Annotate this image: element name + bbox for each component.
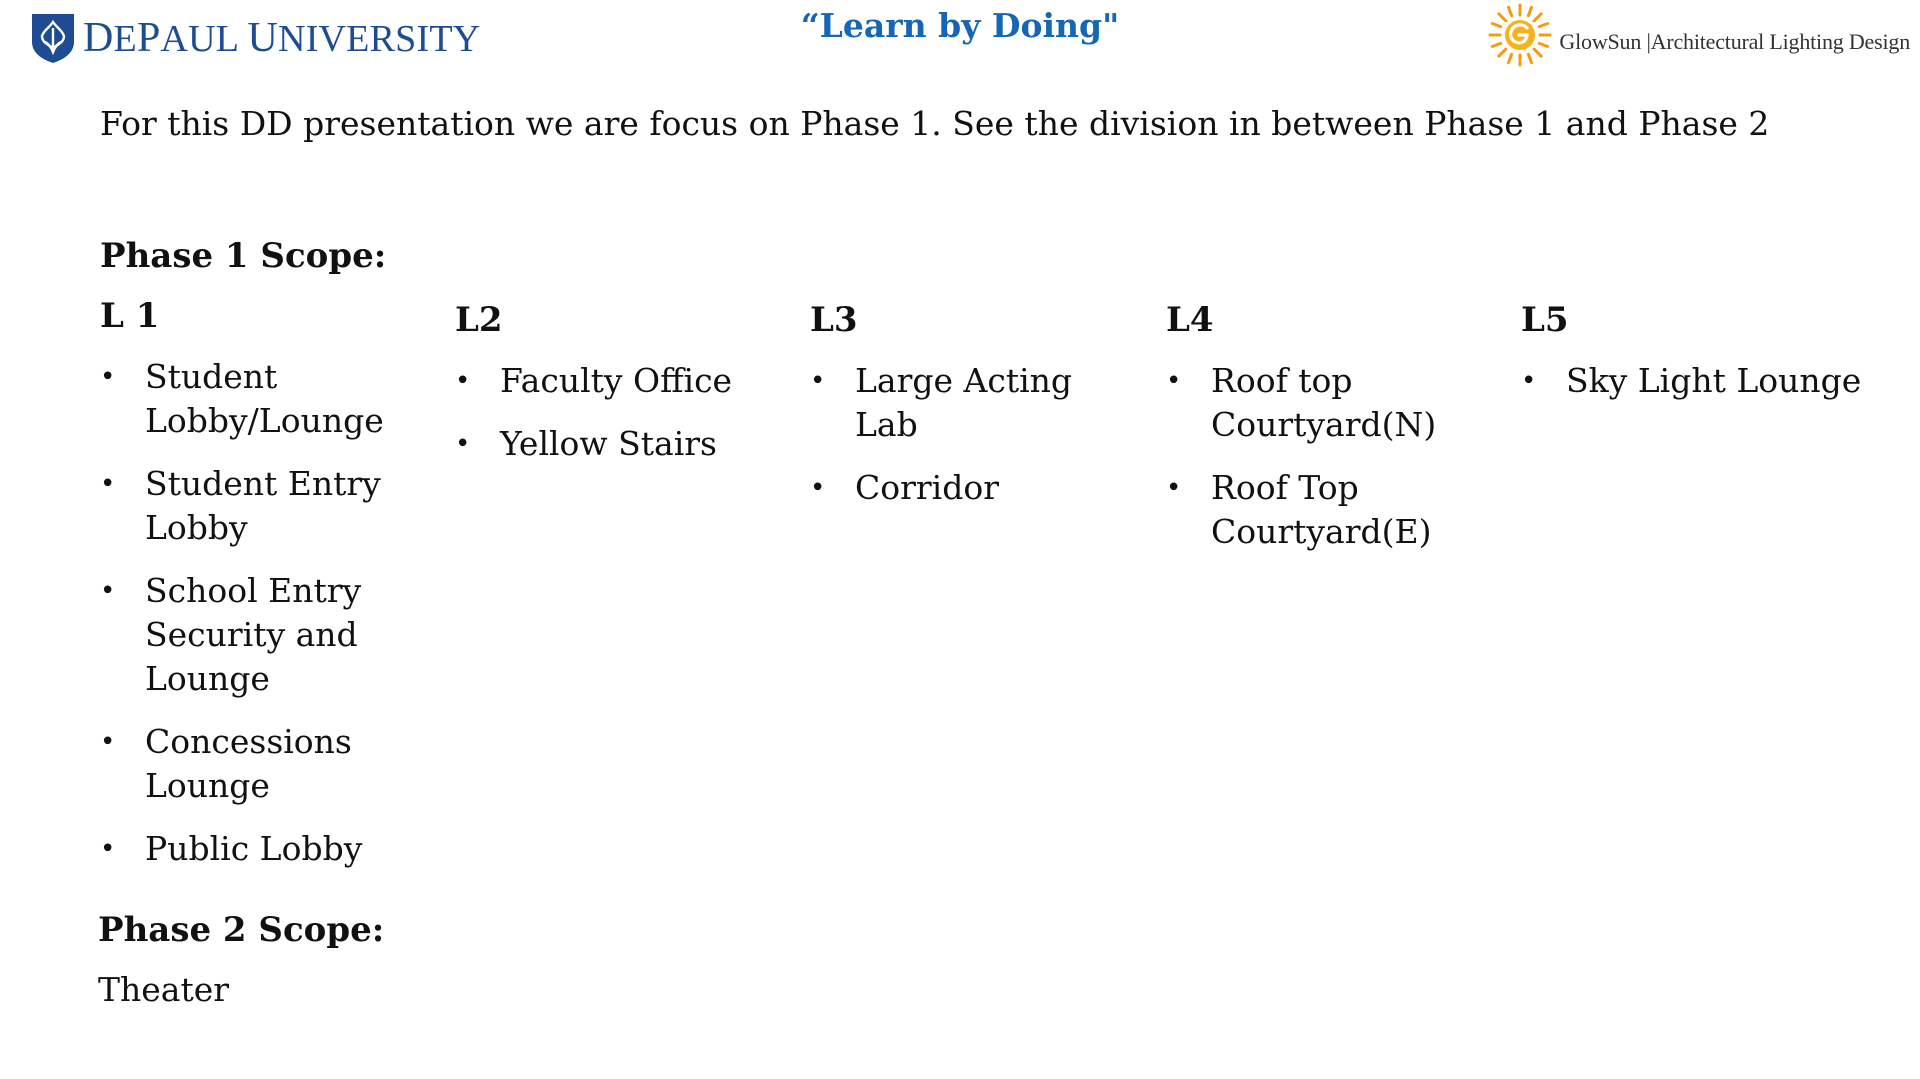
- glowsun-logo: [1487, 2, 1910, 68]
- phase2-item: Theater: [98, 970, 230, 1009]
- level-title: L 1: [100, 296, 160, 336]
- list-item: • Sky Light Lounge: [1521, 359, 1901, 403]
- level-title: L5: [1521, 300, 1569, 340]
- level-list: [1521, 359, 1901, 403]
- level-list: [455, 359, 775, 466]
- list-item: • Student Lobby/Lounge: [100, 355, 400, 443]
- list-item: • Public Lobby: [100, 827, 400, 871]
- level-column-l5: [1521, 300, 1901, 422]
- intro-text: For this DD presentation we are focus on Phase 1. See the division in between Phase 1 and Phase 2: [100, 104, 1770, 143]
- level-list: [1166, 359, 1466, 554]
- university-name: DEPAUL UNIVERSITY: [83, 15, 481, 61]
- company-brand: GlowSun |Architectural Lighting Design: [1559, 29, 1910, 54]
- list-item: • Faculty Office: [455, 359, 775, 403]
- level-column-l1: [100, 296, 400, 890]
- list-item: • Roof Top Courtyard(E): [1166, 466, 1466, 554]
- list-item: • Large Acting Lab: [810, 359, 1140, 447]
- level-list: [810, 359, 1140, 510]
- level-title: L3: [810, 300, 858, 340]
- level-list: [100, 355, 400, 871]
- list-item: • Student Entry Lobby: [100, 462, 400, 550]
- level-title: L4: [1166, 300, 1214, 340]
- level-column-l4: [1166, 300, 1466, 573]
- level-column-l3: [810, 300, 1140, 529]
- motto-title: “Learn by Doing": [800, 6, 1120, 45]
- phase1-heading: Phase 1 Scope:: [100, 236, 387, 276]
- list-item: • School Entry Security and Lounge: [100, 569, 400, 701]
- level-column-l2: [455, 300, 775, 485]
- list-item: • Yellow Stairs: [455, 422, 775, 466]
- sun-icon: [1487, 2, 1553, 68]
- phase2-heading: Phase 2 Scope:: [98, 910, 385, 950]
- list-item: • Corridor: [810, 466, 1140, 510]
- level-title: L2: [455, 300, 503, 340]
- list-item: • Roof top Courtyard(N): [1166, 359, 1466, 447]
- list-item: • Concessions Lounge: [100, 720, 400, 808]
